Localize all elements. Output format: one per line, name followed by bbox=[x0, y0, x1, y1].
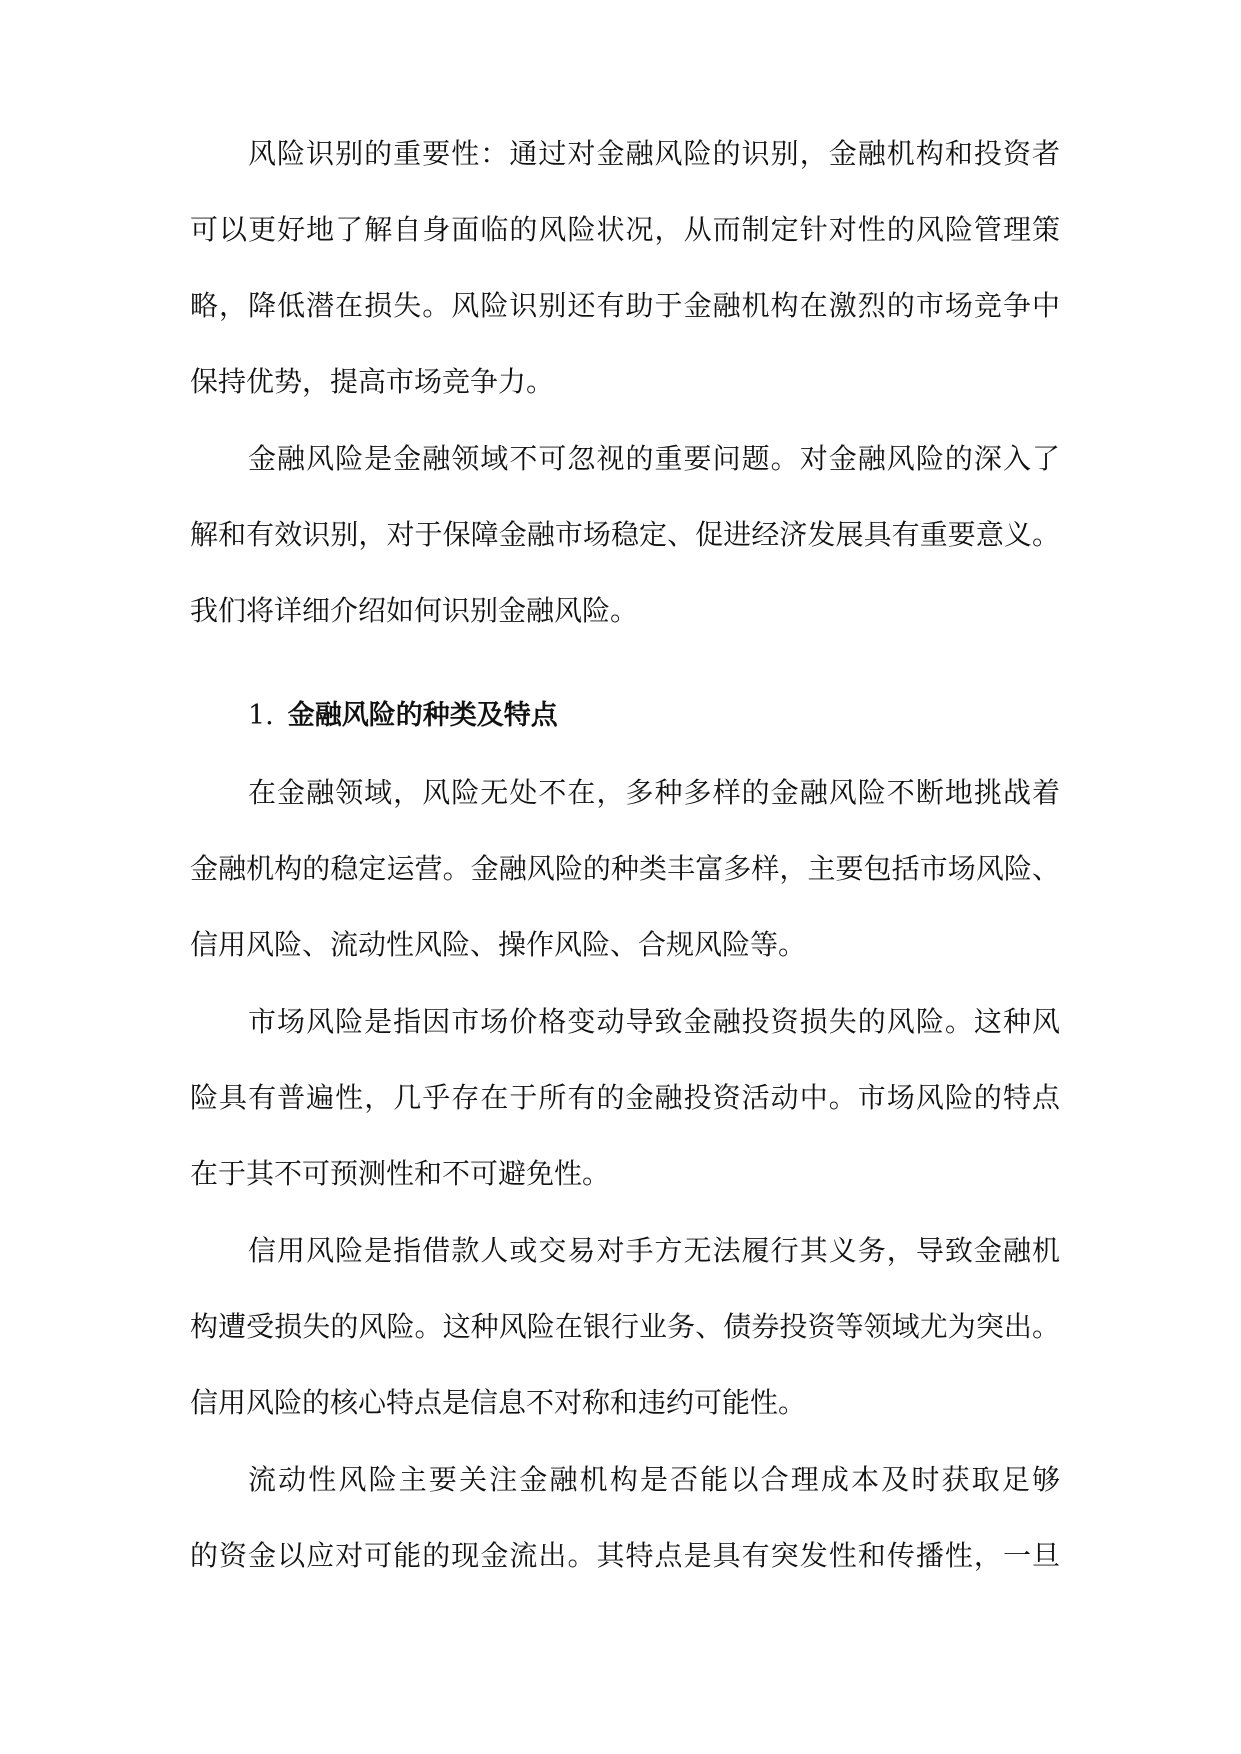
paragraph-5-line-1: 信用风险是指借款人或交易对手方无法履行其义务，导致金融机 bbox=[248, 1234, 1060, 1267]
paragraph-4-line-2: 险具有普遍性，几乎存在于所有的金融投资活动中。市场风险的特点 bbox=[190, 1081, 1060, 1114]
section-number: 1. bbox=[248, 700, 274, 731]
paragraph-3-line-1: 在金融领域，风险无处不在，多种多样的金融风险不断地挑战着 bbox=[248, 776, 1060, 809]
paragraph-6-line-2: 的资金以应对可能的现金流出。其特点是具有突发性和传播性，一旦 bbox=[190, 1539, 1060, 1572]
paragraph-6-line-1: 流动性风险主要关注金融机构是否能以合理成本及时获取足够 bbox=[248, 1463, 1060, 1496]
paragraph-1-line-1: 风险识别的重要性：通过对金融风险的识别，金融机构和投资者 bbox=[248, 137, 1060, 170]
paragraph-4-line-1: 市场风险是指因市场价格变动导致金融投资损失的风险。这种风 bbox=[248, 1005, 1060, 1038]
section-heading bbox=[248, 696, 558, 736]
paragraph-1-line-4: 保持优势，提高市场竞争力。 bbox=[190, 365, 555, 398]
paragraph-2-line-2: 解和有效识别，对于保障金融市场稳定、促进经济发展具有重要意义。 bbox=[190, 518, 1060, 551]
paragraph-1-line-3: 略，降低潜在损失。风险识别还有助于金融机构在激烈的市场竞争中 bbox=[190, 289, 1060, 322]
paragraph-5-line-2: 构遭受损失的风险。这种风险在银行业务、债券投资等领域尤为突出。 bbox=[190, 1310, 1060, 1343]
paragraph-3-line-2: 金融机构的稳定运营。金融风险的种类丰富多样，主要包括市场风险、 bbox=[190, 852, 1060, 885]
paragraph-2-line-3: 我们将详细介绍如何识别金融风险。 bbox=[190, 594, 639, 627]
paragraph-4-line-3: 在于其不可预测性和不可避免性。 bbox=[190, 1157, 611, 1190]
paragraph-5-line-3: 信用风险的核心特点是信息不对称和违约可能性。 bbox=[190, 1386, 807, 1419]
paragraph-3-line-3: 信用风险、流动性风险、操作风险、合规风险等。 bbox=[190, 928, 807, 961]
paragraph-2-line-1: 金融风险是金融领域不可忽视的重要问题。对金融风险的深入了 bbox=[248, 442, 1060, 475]
paragraph-1-line-2: 可以更好地了解自身面临的风险状况，从而制定针对性的风险管理策 bbox=[190, 213, 1060, 246]
section-title: 金融风险的种类及特点 bbox=[287, 700, 558, 731]
